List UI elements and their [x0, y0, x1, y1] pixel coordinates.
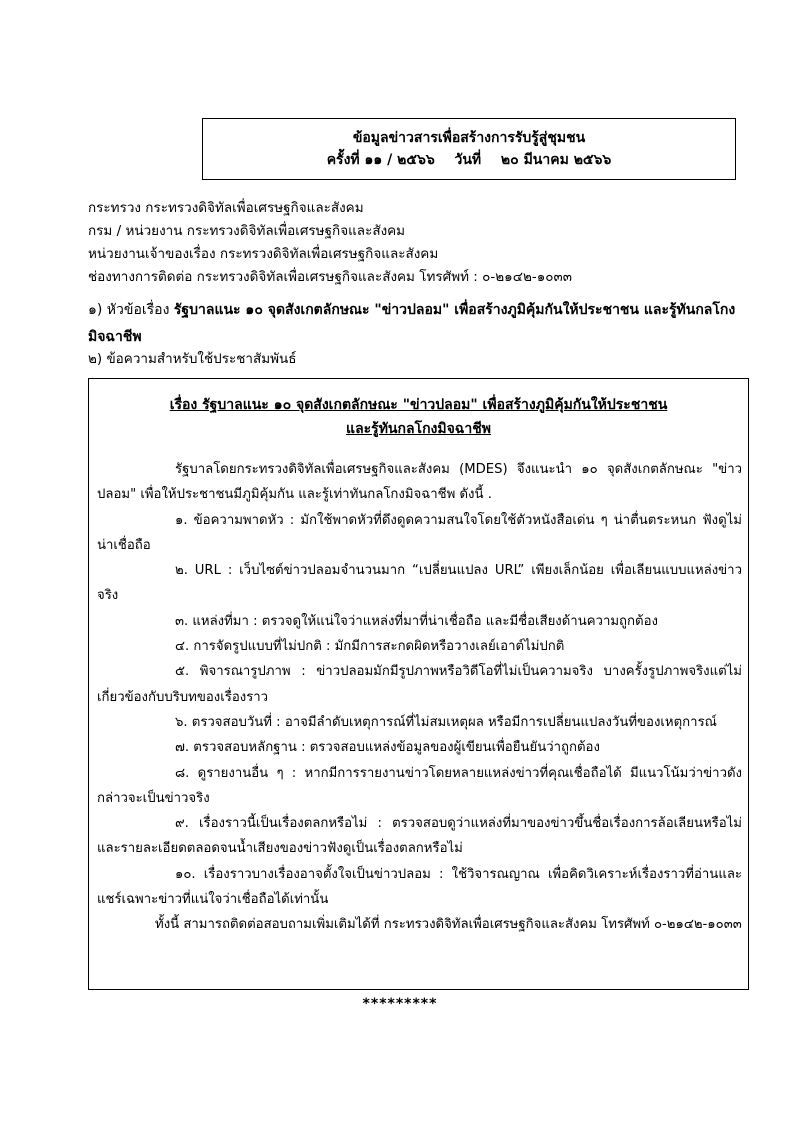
list-item: ๕. พิจารณารูปภาพ : ข่าวปลอมมักมีรูปภาพหรือวิดีโอที่ไม่เป็นความจริง บางครั้งรูปภาพจริงแต่ไม่เกี่ยวข้องกับบริบทของเรื่องราว	[97, 664, 742, 705]
list-item: ๙. เรื่องราวนี้เป็นเรื่องตลกหรือไม่ : ตรวจสอบดูว่าแหล่งที่มาของข่าวขึ้นชื่อเรื่องการล้อเลียนหรือไม่ และรายละเอียดตลอดจนน้ำเสียงของข่าวฟังดูเป็นเรื่องตลกหรือไม่	[97, 816, 742, 857]
list-item: ๓. แหล่งที่มา : ตรวจดูให้แน่ใจว่าแหล่งที่มาที่น่าเชื่อถือ และมีชื่อเสียงด้านความถูกต้อง	[175, 613, 658, 629]
list-item: ๘. ดูรายงานอื่น ๆ : หากมีการรายงานข่าวโดยหลายแหล่งข่าวที่คุณเชื่อถือได้ มีแนวโน้มว่าข่าวดังกล่าวจะเป็นข่าวจริง	[97, 765, 742, 806]
box-title-line1: เรื่อง รัฐบาลแนะ ๑๐ จุดสังเกตลักษณะ "ข่าวปลอม" เพื่อสร้างภูมิคุ้มกันให้ประชาชน	[169, 397, 668, 413]
intro-paragraph: รัฐบาลโดยกระทรวงดิจิทัลเพื่อเศรษฐกิจและสังคม (MDES) จึงแนะนำ ๑๐ จุดสังเกตลักษณะ "ข่าวปลอม" เพื่อให้ประชาชนมีภูมิคุ้มกัน และรู้เท่าทันกลโกงมิจฉาชีพ ดังนี้ .	[97, 462, 742, 503]
list-item: ๑. ข้อความพาดหัว : มักใช้พาดหัวที่ดึงดูดความสนใจโดยใช้ตัวหนังสือเด่น ๆ น่าตื่นตระหนก ฟังดูไม่น่าเชื่อถือ	[97, 512, 742, 553]
list-item: ๖. ตรวจสอบวันที่ : อาจมีลำดับเหตุการณ์ที่ไม่สมเหตุผล หรือมีการเปลี่ยนแปลงวันที่ของเหตุการณ์	[175, 714, 717, 730]
list-item: ๑๐. เรื่องราวบางเรื่องอาจตั้งใจเป็นข่าวปลอม : ใช้วิจารณญาณ เพื่อคิดวิเคราะห์เรื่องราวที่อ่านและแชร์เฉพาะข่าวที่แน่ใจว่าเชื่อถือได้เท่านั้น	[97, 866, 742, 908]
info-block	[88, 197, 748, 289]
list-item: ๒. URL : เว็บไซต์ข่าวปลอมจำนวนมาก “เปลี่ยนแปลง URL” เพียงเล็กน้อย เพื่อเลียนแบบแหล่งข่าวจริง	[97, 563, 742, 604]
issue-prefix: ครั้งที่	[326, 152, 360, 168]
end-marker: *********	[362, 996, 438, 1012]
pr-content-box	[88, 378, 749, 990]
date-label: วันที่	[454, 152, 482, 168]
list-item: ๗. ตรวจสอบหลักฐาน : ตรวจสอบแหล่งข้อมูลของผู้เขียนเพื่อยืนยันว่าถูกต้อง	[175, 740, 600, 756]
topic-label: ๑) หัวข้อเรื่อง	[88, 302, 170, 318]
info-department: กรม / หน่วยงาน กระทรวงดิจิทัลเพื่อเศรษฐกิจและสังคม	[88, 223, 406, 239]
issue-number: ๑๑ / ๒๕๖๖	[364, 152, 435, 168]
closing-paragraph: ทั้งนี้ สามารถติดต่อสอบถามเพิ่มเติมได้ที่ กระทรวงดิจิทัลเพื่อเศรษฐกิจและสังคม โทรศัพท์ ๐-๒๑๔๒-๑๐๓๓	[155, 917, 742, 933]
date-value: ๒๐ มีนาคม ๒๕๖๖	[500, 152, 612, 168]
pr-label: ๒) ข้อความสำหรับใช้ประชาสัมพันธ์	[88, 351, 297, 367]
box-body	[97, 457, 742, 938]
info-owner: หน่วยงานเจ้าของเรื่อง กระทรวงดิจิทัลเพื่อเศรษฐกิจและสังคม	[88, 246, 439, 262]
topic-heading	[88, 297, 748, 351]
topic-title: รัฐบาลแนะ ๑๐ จุดสังเกตลักษณะ "ข่าวปลอม" เพื่อสร้างภูมิคุ้มกันให้ประชาชน และรู้ทันกลโกงมิจฉาชีพ	[88, 302, 736, 345]
header-issue-line	[203, 149, 735, 171]
box-title-line2: และรู้ทันกลโกงมิจฉาชีพ	[346, 421, 491, 437]
box-title	[89, 393, 748, 441]
info-ministry: กระทรวง กระทรวงดิจิทัลเพื่อเศรษฐกิจและสังคม	[88, 200, 364, 216]
header-box	[202, 118, 736, 180]
header-title: ข้อมูลข่าวสารเพื่อสร้างการรับรู้สู่ชุมชน	[352, 130, 586, 146]
info-contact: ช่องทางการติดต่อ กระทรวงดิจิทัลเพื่อเศรษฐกิจและสังคม โทรศัพท์ : ๐-๒๑๔๒-๑๐๓๓	[88, 269, 572, 285]
list-item: ๔. การจัดรูปแบบที่ไม่ปกติ : มักมีการสะกดผิดหรือวางเลย์เอาต์ไม่ปกติ	[175, 639, 565, 655]
